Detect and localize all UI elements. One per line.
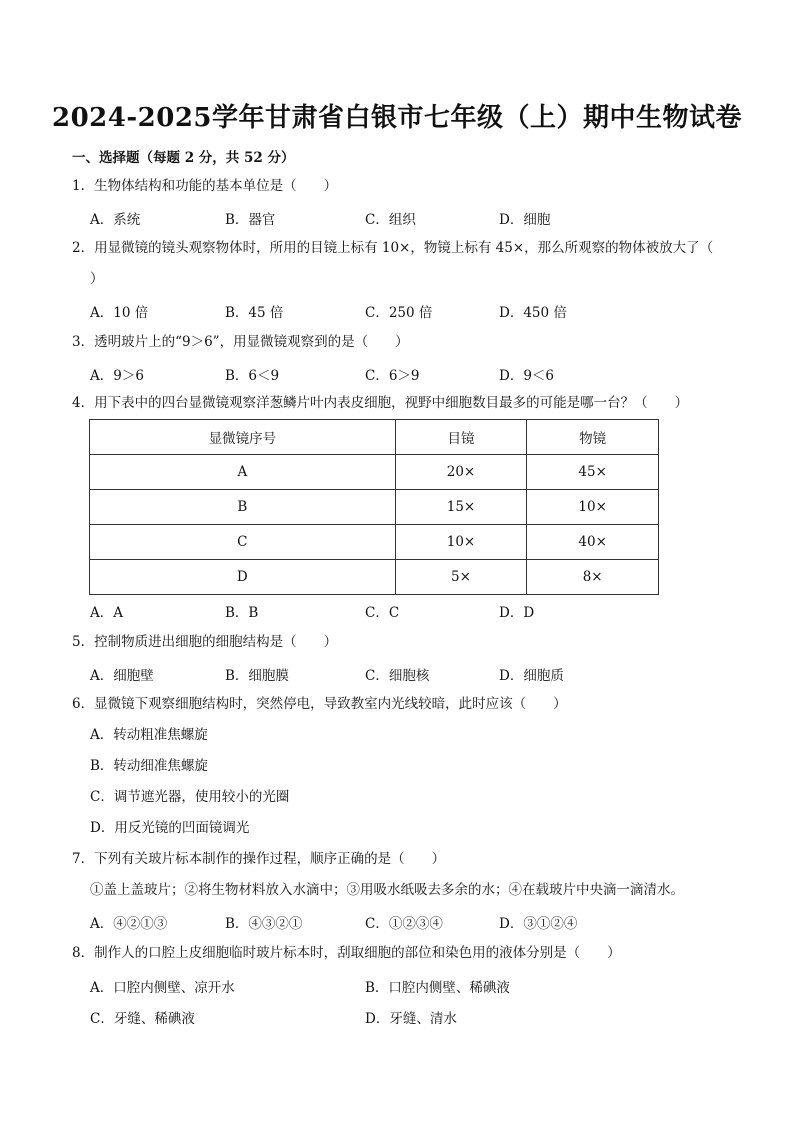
section-heading: 一、选择题（每题 2 分，共 52 分） [72, 150, 295, 166]
option-b[interactable]: B．6＜9 [225, 368, 280, 384]
question-4-options [90, 601, 710, 619]
option-c[interactable]: C．细胞核 [365, 668, 430, 684]
table-row [90, 560, 659, 595]
option-a[interactable]: A．9＞6 [90, 368, 144, 384]
table-row [90, 455, 659, 490]
option-b[interactable]: B．口腔内侧壁、稀碘液 [365, 980, 510, 996]
question-2-options [90, 301, 710, 319]
table-header-cell: 显微镜序号 [90, 420, 396, 455]
question-3-options [90, 364, 710, 382]
table-cell: D [90, 560, 396, 595]
table-cell: 10× [527, 490, 659, 525]
option-c[interactable]: C．调节遮光器，使用较小的光圈 [90, 789, 290, 805]
question-8-stem: 8．制作人的口腔上皮细胞临时玻片标本时，刮取细胞的部位和染色用的液体分别是（ ） [72, 945, 621, 961]
question-1-options [90, 208, 710, 226]
microscope-table [89, 419, 659, 595]
option-d[interactable]: D．牙缝、清水 [365, 1011, 457, 1027]
option-d[interactable]: D．细胞质 [499, 668, 564, 684]
option-a[interactable]: A．口腔内侧壁、凉开水 [90, 980, 235, 996]
question-7-options [90, 912, 710, 930]
option-d[interactable]: D．9＜6 [499, 368, 555, 384]
question-5-options [90, 664, 710, 682]
option-a[interactable]: A．A [90, 605, 123, 621]
question-6-stem: 6．显微镜下观察细胞结构时，突然停电，导致教室内光线较暗，此时应该（ ） [72, 696, 567, 712]
option-d[interactable]: D．450 倍 [499, 305, 567, 321]
option-d[interactable]: D．③①②④ [499, 916, 578, 932]
option-d[interactable]: D．D [499, 605, 535, 621]
question-7-steps: ①盖上盖玻片；②将生物材料放入水滴中；③用吸水纸吸去多余的水；④在载玻片中央滴一滴清水。 [90, 882, 684, 898]
page-title: 2024-2025学年甘肃省白银市七年级（上）期中生物试卷 [51, 103, 743, 133]
question-2-stem: 2．用显微镜的镜头观察物体时，所用的目镜上标有 10×，物镜上标有 45×，那么所观察的物体被放大了（ [72, 240, 714, 256]
table-cell: 10× [395, 525, 527, 560]
table-cell: 20× [395, 455, 527, 490]
table-cell: 5× [395, 560, 527, 595]
option-d[interactable]: D．细胞 [499, 212, 551, 228]
option-c[interactable]: C．组织 [365, 212, 416, 228]
option-c[interactable]: C．6＞9 [365, 368, 420, 384]
option-b[interactable]: B．器官 [225, 212, 276, 228]
question-5-stem: 5．控制物质进出细胞的细胞结构是（ ） [72, 634, 338, 650]
table-cell: A [90, 455, 396, 490]
option-b[interactable]: B．④③②① [225, 916, 303, 932]
question-2-stem-cont: ） [90, 271, 104, 287]
option-b[interactable]: B．B [225, 605, 259, 621]
option-a[interactable]: A．细胞壁 [90, 668, 154, 684]
table-row [90, 490, 659, 525]
table-header-row [90, 420, 659, 455]
option-c[interactable]: C．C [365, 605, 400, 621]
option-b[interactable]: B．细胞膜 [225, 668, 289, 684]
option-c[interactable]: C．牙缝、稀碘液 [90, 1011, 195, 1027]
question-8-options-row2 [90, 1007, 710, 1025]
question-7-stem: 7．下列有关玻片标本制作的操作过程，顺序正确的是（ ） [72, 851, 446, 867]
option-a[interactable]: A．④②①③ [90, 916, 168, 932]
table-cell: 8× [527, 560, 659, 595]
table-header-cell: 目镜 [395, 420, 527, 455]
option-d[interactable]: D．用反光镜的凹面镜调光 [90, 820, 250, 836]
question-8-options-row1 [90, 976, 710, 994]
option-c[interactable]: C．250 倍 [365, 305, 433, 321]
table-cell: 15× [395, 490, 527, 525]
table-cell: B [90, 490, 396, 525]
table-header-cell: 物镜 [527, 420, 659, 455]
question-3-stem: 3．透明玻片上的“9＞6”，用显微镜观察到的是（ ） [72, 334, 409, 350]
table-cell: 45× [527, 455, 659, 490]
option-c[interactable]: C．①②③④ [365, 916, 443, 932]
table-cell: C [90, 525, 396, 560]
option-a[interactable]: A．转动粗准焦螺旋 [90, 727, 208, 743]
option-b[interactable]: B．45 倍 [225, 305, 284, 321]
table-row [90, 525, 659, 560]
option-a[interactable]: A．10 倍 [90, 305, 149, 321]
question-4-stem: 4．用下表中的四台显微镜观察洋葱鳞片叶内表皮细胞，视野中细胞数目最多的可能是哪一台？（ ） [72, 395, 689, 411]
option-a[interactable]: A．系统 [90, 212, 141, 228]
table-cell: 40× [527, 525, 659, 560]
question-1-stem: 1．生物体结构和功能的基本单位是（ ） [72, 178, 338, 194]
option-b[interactable]: B．转动细准焦螺旋 [90, 758, 208, 774]
